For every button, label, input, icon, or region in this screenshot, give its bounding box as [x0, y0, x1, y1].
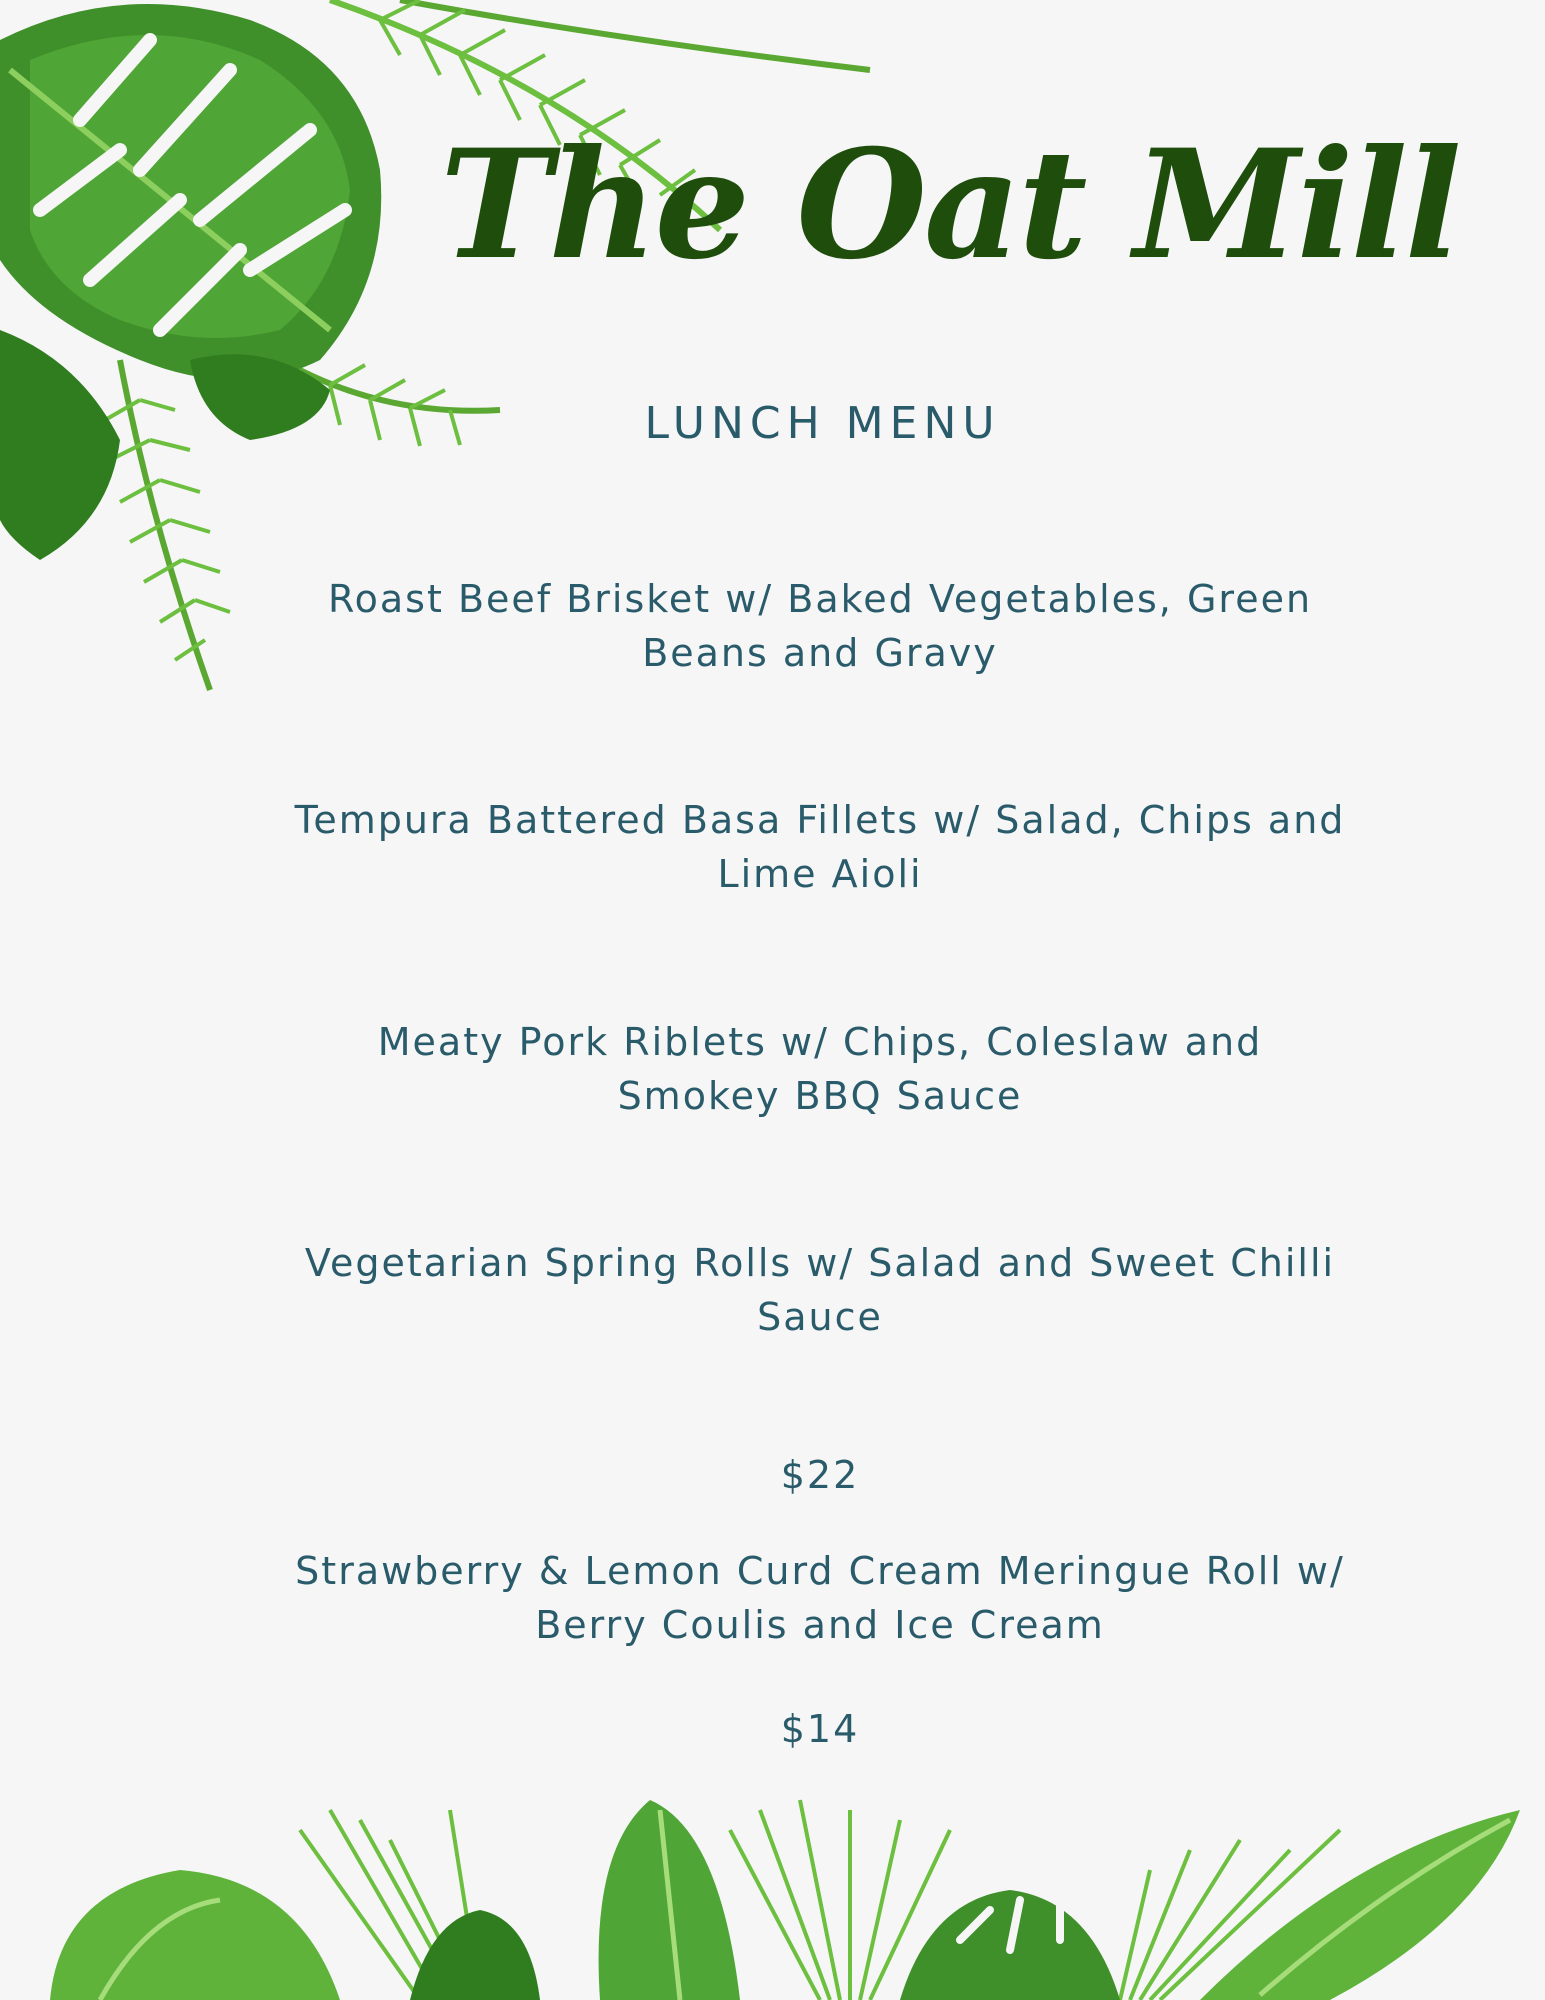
- menu-item: Vegetarian Spring Rolls w/ Salad and Sweet Chilli Sauce: [304, 1241, 1336, 1339]
- menu-item: Roast Beef Brisket w/ Baked Vegetables, Green Beans and Gravy: [327, 577, 1313, 675]
- dessert-item: Strawberry & Lemon Curd Cream Meringue Roll w/ Berry Coulis and Ice Cream: [295, 1549, 1345, 1647]
- monstera-leaf-icon: [0, 4, 381, 380]
- banana-leaf-icon: [50, 1800, 1520, 2000]
- restaurant-title: The Oat Mill: [440, 117, 1459, 293]
- monstera-leaf-icon: [410, 1890, 1120, 2000]
- menu-item: Tempura Battered Basa Fillets w/ Salad, Chips and Lime Aioli: [294, 798, 1346, 896]
- dessert-price: $14: [780, 1707, 860, 1751]
- bottom-foliage-illustration: [0, 1770, 1545, 2000]
- menu-item: Meaty Pork Riblets w/ Chips, Coleslaw and Smokey BBQ Sauce: [377, 1020, 1263, 1118]
- menu-heading: LUNCH MENU: [644, 398, 1001, 449]
- main-course-price: $22: [780, 1453, 860, 1497]
